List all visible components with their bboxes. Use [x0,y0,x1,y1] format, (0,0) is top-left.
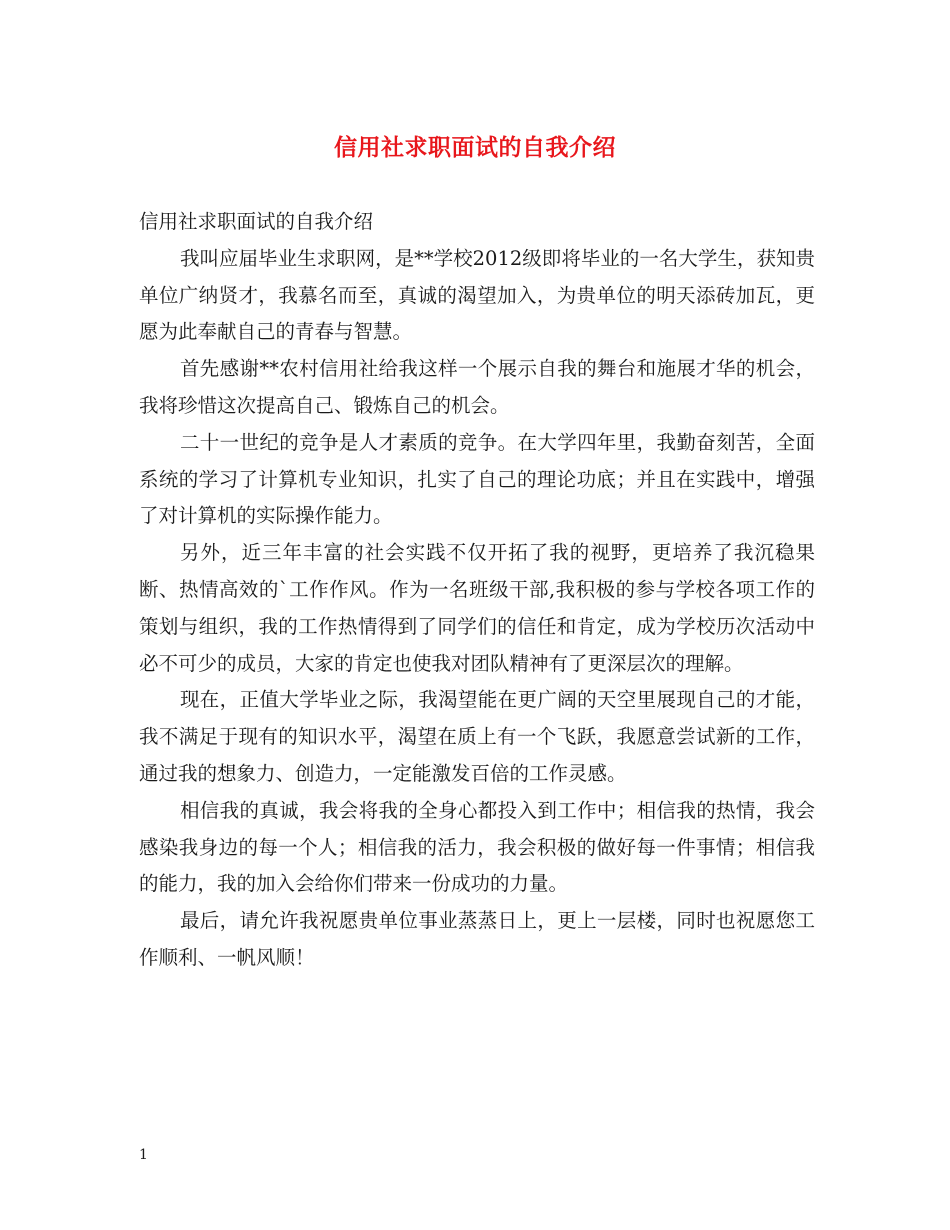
paragraph-thanks: 首先感谢**农村信用社给我这样一个展示自我的舞台和施展才华的机会，我将珍惜这次提高自己、锻炼自己的机会。 [139,357,815,417]
paragraph-intro: 我叫应届毕业生求职网，是**学校2012级即将毕业的一名大学生，获知贵单位广纳贤才，我慕名而至，真诚的渴望加入，为贵单位的明天添砖加瓦，更愿为此奉献自己的青春与智慧。 [139,246,815,344]
paragraph-practice: 另外，近三年丰富的社会实践不仅开拓了我的视野，更培养了我沉稳果断、热情高效的`工作作风。作为一名班级干部,我积极的参与学校各项工作的策划与组织，我的工作热情得到了同学们的信任和肯定，成为学校历次活动中必不可少的成员，大家的肯定也使我对团队精神有了更深层次的理解。 [139,541,815,675]
paragraph-study: 二十一世纪的竞争是人才素质的竞争。在大学四年里，我勤奋刻苦，全面系统的学习了计算机专业知识，扎实了自己的理论功底；并且在实践中，增强了对计算机的实际操作能力。 [139,430,815,528]
paragraph-closing: 最后，请允许我祝愿贵单位事业蒸蒸日上，更上一层楼，同时也祝愿您工作顺利、一帆风顺！ [139,909,815,969]
document-body [139,204,815,977]
paragraph-aspiration: 现在，正值大学毕业之际，我渴望能在更广阔的天空里展现自己的才能，我不满足于现有的知识水平，渴望在质上有一个飞跃，我愿意尝试新的工作，通过我的想象力、创造力，一定能激发百倍的工作灵感。 [139,688,815,785]
paragraph-belief: 相信我的真诚，我会将我的全身心都投入到工作中；相信我的热情，我会感染我身边的每一个人；相信我的活力，我会积极的做好每一件事情；相信我的能力，我的加入会给你们带来一份成功的力量。 [139,798,815,896]
document-title: 信用社求职面试的自我介绍 [334,134,616,161]
page-number: 1 [139,1147,148,1163]
body-subtitle: 信用社求职面试的自我介绍 [139,210,374,233]
